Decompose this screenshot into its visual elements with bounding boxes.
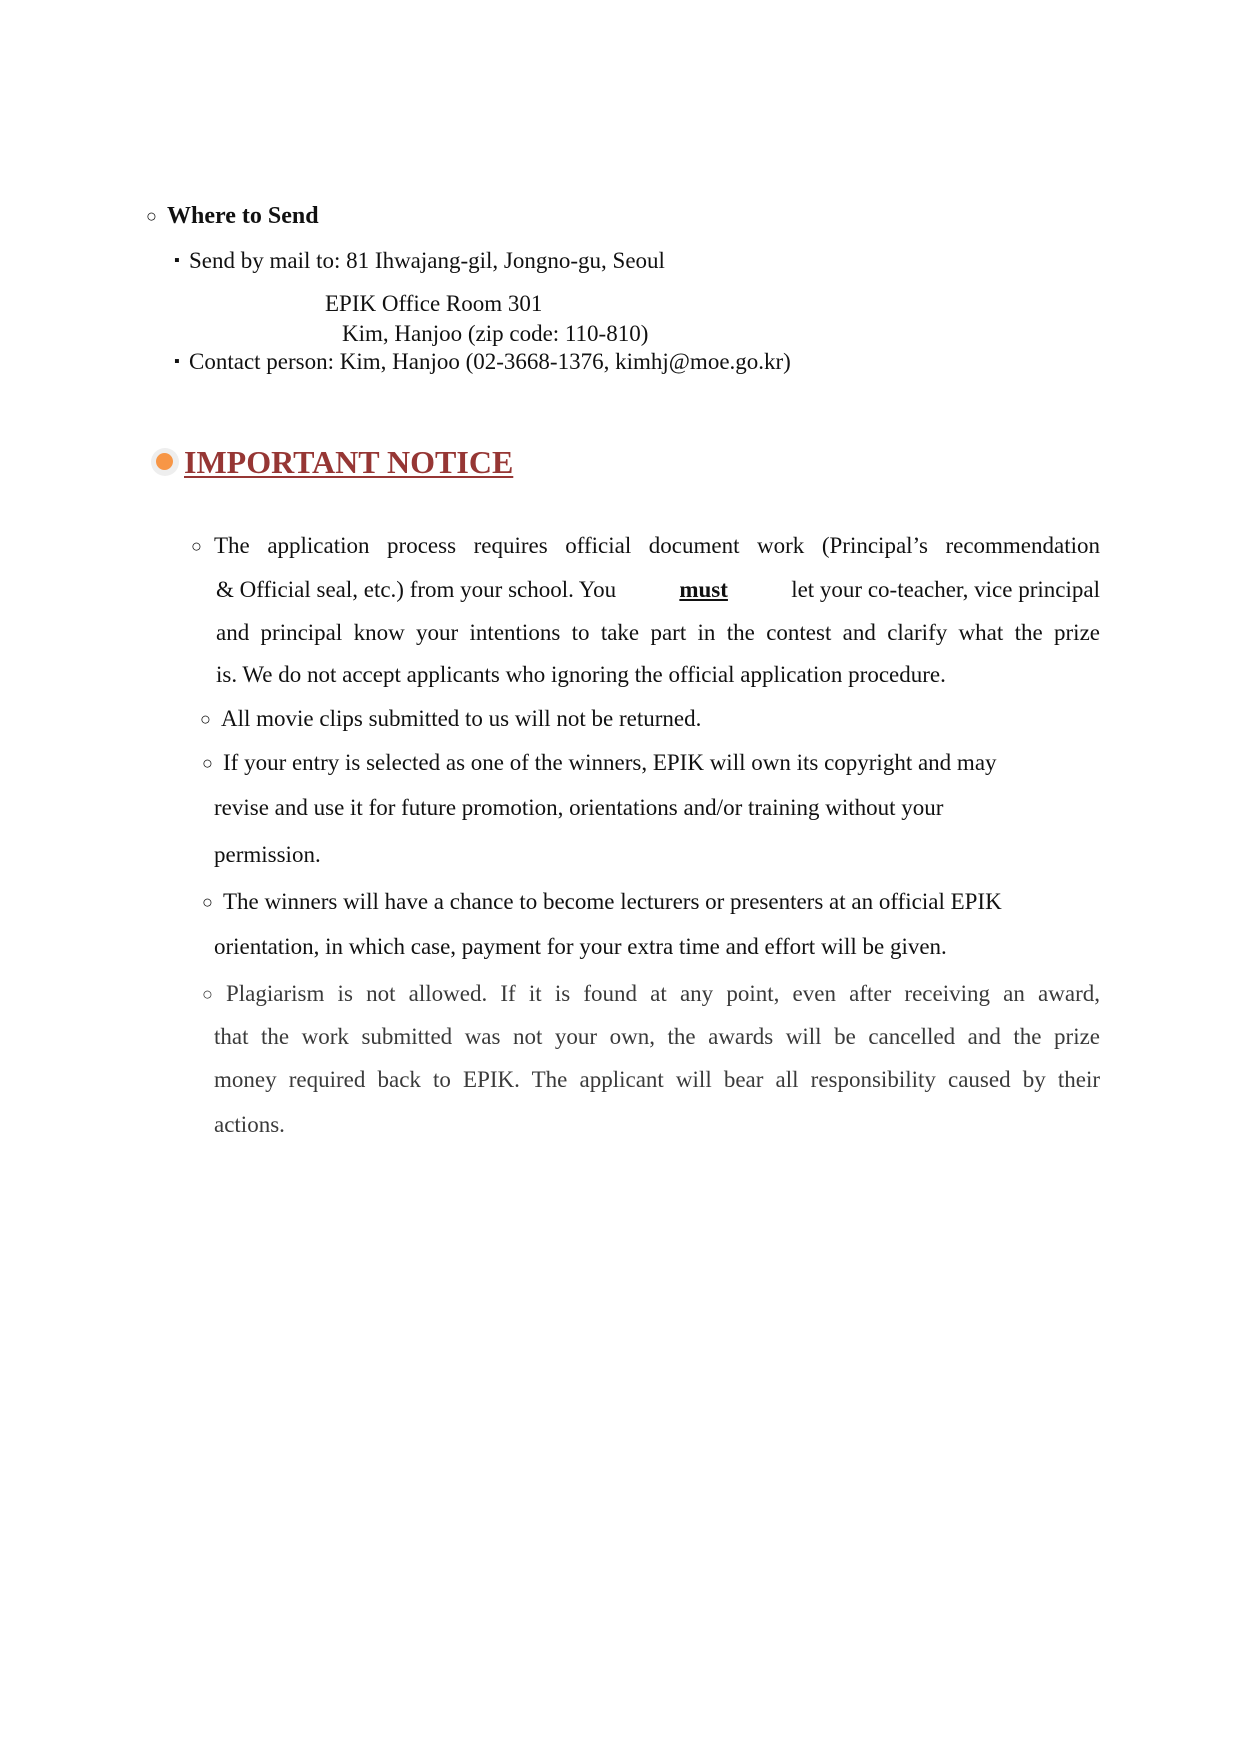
bullet-icon: ○ [191,536,202,556]
square-bullet-icon: ▪ [174,252,180,269]
notice-5-line: that the work submitted was not your own, the awards will be cancelled and the prize [214,1024,1100,1049]
address-line-3: Kim, Hanjoo (zip code: 110-810) [342,321,649,346]
notice-4-line: orientation, in which case, payment for your extra time and effort will be given. [214,934,947,959]
notice-1-line [216,577,1100,603]
contact-person: Contact person: Kim, Hanjoo (02-3668-1376, kimhj@moe.go.kr) [189,349,791,374]
text: & Official seal, etc.) from your school. You [216,577,617,602]
notice-5-line: actions. [214,1112,285,1137]
notice-1-line: The application process requires official document work (Principal’s recommendation [214,533,1100,558]
notice-4-line: The winners will have a chance to become lecturers or presenters at an official EPIK [223,889,1002,914]
bullet-icon: ○ [200,709,211,729]
notice-3-line: revise and use it for future promotion, orientations and/or training without your [214,795,944,820]
notice-3-line: If your entry is selected as one of the winners, EPIK will own its copyright and may [223,750,997,775]
where-heading: Where to Send [167,203,319,229]
bullet-icon: ○ [202,892,213,912]
mail-address: Send by mail to: 81 Ihwajang-gil, Jongno-gu, Seoul [189,248,665,273]
notice-3-line: permission. [214,842,321,867]
notice-5-line: money required back to EPIK. The applicant will bear all responsibility caused by their [214,1067,1100,1092]
notice-1-line: is. We do not accept applicants who ignoring the official application procedure. [216,662,946,687]
notice-2-line: All movie clips submitted to us will not be returned. [221,706,702,731]
text: let your co-teacher, vice principal [791,577,1100,602]
bullet-icon: ○ [202,984,213,1004]
bullet-icon: ○ [146,206,157,226]
address-line-2: EPIK Office Room 301 [325,291,543,316]
must-emphasis: must [679,577,728,602]
square-bullet-icon: ▪ [174,353,180,370]
bullet-icon: ○ [202,753,213,773]
orange-circle-icon [151,448,179,476]
important-notice-title: IMPORTANT NOTICE [184,444,514,480]
notice-5-line: Plagiarism is not allowed. If it is found at any point, even after receiving an award, [226,981,1100,1006]
notice-1-line: and principal know your intentions to take part in the contest and clarify what the prize [216,620,1100,645]
